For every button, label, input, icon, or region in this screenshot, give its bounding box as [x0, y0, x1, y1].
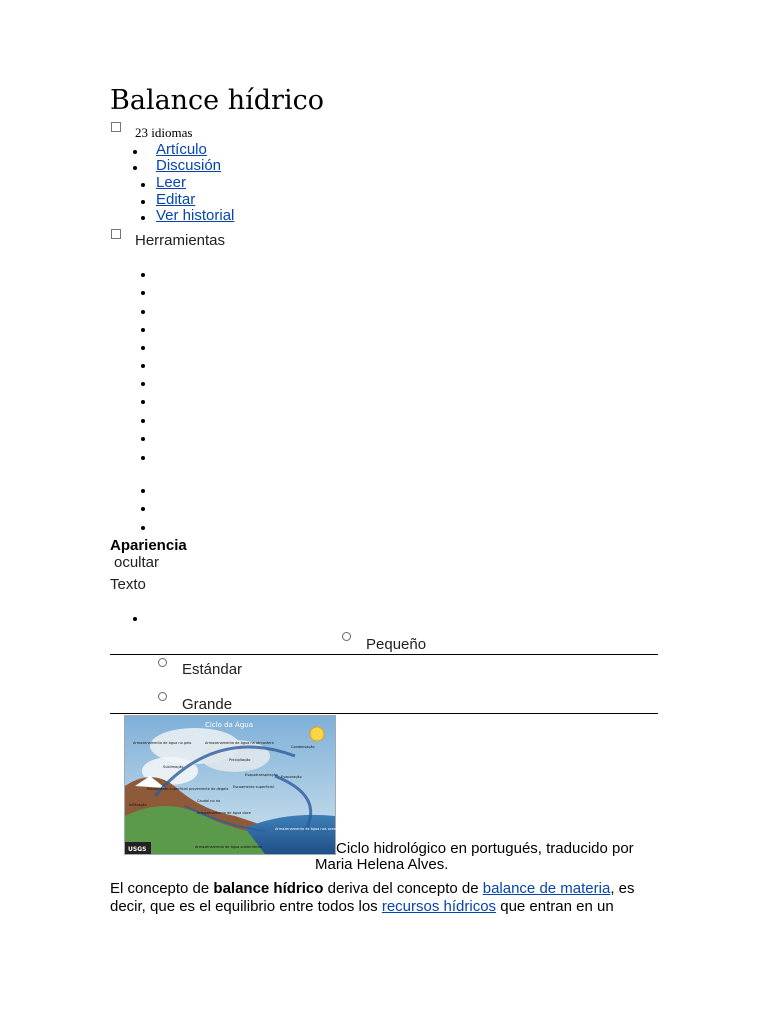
list-bullet: [133, 166, 137, 170]
radio-small[interactable]: [342, 632, 351, 641]
tab-edit[interactable]: Editar: [156, 191, 196, 208]
image-title: Ciclo da Água: [204, 721, 254, 729]
radio-standard[interactable]: [158, 658, 167, 667]
image-label-infiltration: Infiltração: [129, 803, 147, 807]
image-label-condensation: Condensação: [291, 745, 315, 749]
tools-list-bullet: [141, 437, 145, 441]
intro-text: El concepto de: [110, 880, 214, 897]
tools-list-bullet: [141, 419, 145, 423]
tools-list-bullet: [141, 364, 145, 368]
water-cycle-image[interactable]: [124, 715, 343, 855]
languages-label[interactable]: 23 idiomas: [135, 125, 193, 140]
tools-list-bullet: [141, 489, 145, 493]
water-cycle-illustration: [125, 716, 343, 854]
tools-list-bullet: [141, 346, 145, 350]
tab-view-history[interactable]: Ver historial: [156, 207, 235, 224]
option-large-label[interactable]: Grande: [182, 696, 233, 713]
intro-text: , es decir, que es el equilibrio entre todos los: [110, 880, 635, 915]
intro-paragraph: [110, 880, 658, 916]
image-label-freshwater: Armazenamento de água doce: [197, 811, 251, 815]
tools-list-bullet: [141, 400, 145, 404]
radio-large[interactable]: [158, 692, 167, 701]
intro-bold-term: balance hídrico: [213, 880, 324, 897]
option-small-label[interactable]: Pequeño: [366, 636, 427, 653]
link-recursos-hidricos[interactable]: recursos hídricos: [381, 898, 497, 915]
image-label-groundwater: Armazenamento de água subterrânea: [195, 845, 262, 849]
image-label-ocean: Armazenamento de água nos oceanos: [275, 827, 343, 831]
divider: [110, 713, 658, 714]
intro-text: que entran en un: [496, 898, 614, 915]
page-title: Balance hídrico: [110, 85, 324, 116]
image-label-ice: Armazenamento de água no gelo: [133, 741, 192, 745]
list-bullet: [141, 216, 145, 220]
image-label-evaporation: Evaporação: [281, 775, 302, 779]
image-label-surface-runoff: Escoamento superficial: [233, 785, 274, 789]
list-bullet: [141, 183, 145, 187]
tools-list-bullet: [141, 456, 145, 460]
figure-caption-line2: Maria Helena Alves.: [315, 856, 449, 873]
languages-checkbox[interactable]: [111, 122, 121, 132]
intro-text: deriva del concepto de: [323, 880, 483, 897]
figure-caption-line1: Ciclo hidrológico en portugués, traducido por: [336, 840, 634, 857]
list-bullet: [133, 150, 137, 154]
divider: [110, 654, 658, 655]
tools-list-bullet: [141, 507, 145, 511]
appearance-heading: Apariencia: [110, 537, 187, 554]
list-bullet: [141, 200, 145, 204]
tools-list-bullet: [141, 328, 145, 332]
usgs-logo: USGS: [128, 846, 147, 853]
image-label-sublimation: Sublimação: [163, 765, 184, 769]
tools-list-bullet: [141, 291, 145, 295]
tools-list-bullet: [141, 273, 145, 277]
list-bullet: [133, 617, 137, 621]
tools-label[interactable]: Herramientas: [135, 232, 226, 249]
tools-checkbox[interactable]: [111, 229, 121, 239]
appearance-hide-button[interactable]: ocultar: [114, 554, 160, 571]
tab-read[interactable]: Leer: [156, 174, 187, 191]
text-size-label: Texto: [110, 576, 146, 593]
tools-list-bullet: [141, 382, 145, 386]
link-balance-de-materia[interactable]: balance de materia: [482, 880, 611, 897]
image-label-streamflow: Caudal no rio: [197, 799, 221, 803]
image-label-evapotranspiration: Evapotranspiração: [245, 773, 278, 777]
image-label-precipitation: Precipitação: [229, 758, 251, 762]
image-label-atmosphere: Armazenamento de água na atmosfera: [205, 741, 274, 745]
tab-discussion[interactable]: Discusión: [156, 157, 222, 174]
image-label-snowmelt: Escoamento superficial proveniente do degelo: [147, 787, 229, 791]
tools-list-bullet: [141, 526, 145, 530]
option-standard-label[interactable]: Estándar: [182, 661, 243, 678]
tab-article[interactable]: Artículo: [156, 141, 207, 158]
tools-list-bullet: [141, 310, 145, 314]
